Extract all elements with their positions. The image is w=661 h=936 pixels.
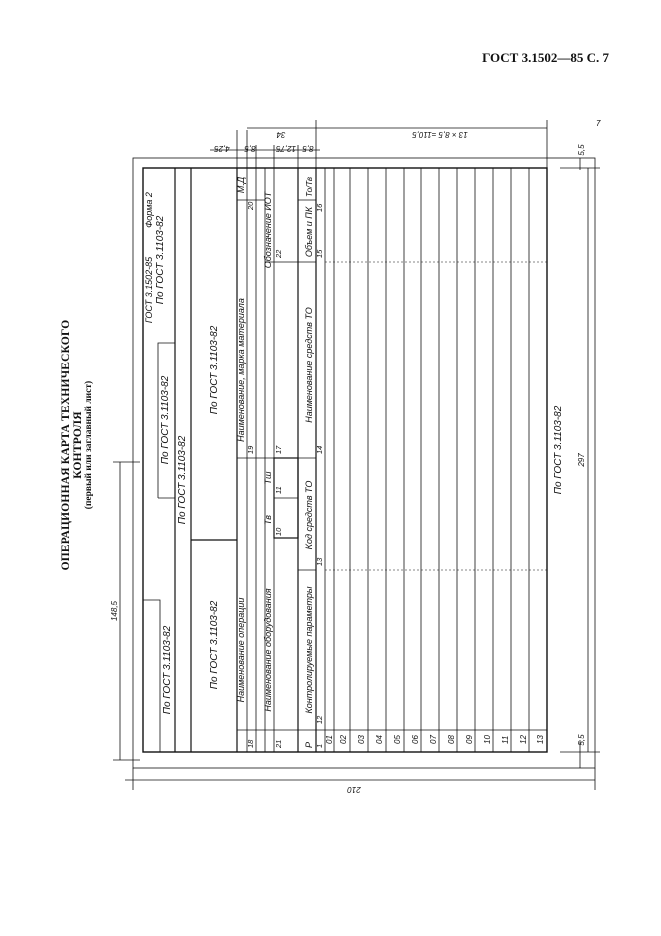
ref-gost-lower: По ГОСТ 3.1103-82: [209, 600, 220, 690]
tool-name-label: Наименование средств ТО: [304, 307, 314, 423]
material-name-label: Наименование, марка материала: [236, 298, 246, 442]
controlled-params-label: Контролируемые параметры: [304, 586, 314, 714]
row-number-09: 09: [465, 735, 474, 744]
sheet-outer-frame: [133, 158, 595, 768]
dim-5-5-bottom: 5,5: [577, 734, 586, 746]
field-13: 13: [315, 557, 324, 566]
field-12: 12: [315, 715, 324, 724]
dim-8-5-b: 8,5: [302, 144, 314, 153]
field-16: 16: [315, 203, 324, 212]
row-number-12: 12: [519, 735, 528, 744]
row-number-02: 02: [339, 735, 348, 744]
row-number-13: 13: [536, 735, 545, 744]
row-number-04: 04: [375, 735, 384, 744]
form-inner-frame: [143, 168, 547, 752]
field-18: 18: [246, 739, 255, 748]
dim-148-5: 148,5: [110, 600, 119, 622]
standard-ref-label: ГОСТ 3.1502-85: [144, 256, 154, 324]
dim-4-25: 4,25: [214, 144, 230, 153]
field-17: 17: [274, 445, 283, 454]
ref-gost-center: По ГОСТ 3.1103-82: [209, 325, 220, 415]
dim-210: 210: [347, 785, 361, 794]
row-number-06: 06: [411, 735, 420, 744]
row-prefix-label: Р: [304, 741, 314, 748]
field-14: 14: [315, 445, 324, 454]
dim-8-5-a: 8,5: [244, 144, 256, 153]
ref-gost-stair2: По ГОСТ 3.1103-82: [177, 435, 188, 525]
dim-13x8-5: 13 × 8,5 =110,5: [412, 130, 468, 139]
ref-gost-left: По ГОСТ 3.1103-82: [162, 625, 173, 715]
equipment-name-label: Наименование оборудования: [263, 588, 273, 712]
row-numbers: [325, 735, 545, 744]
row-number-01: 01: [325, 735, 334, 744]
dim-34: 34: [276, 130, 286, 139]
row-number-03: 03: [357, 735, 366, 744]
row-number-10: 10: [483, 735, 492, 744]
tv-label: Тв: [263, 515, 273, 525]
field-10: 10: [274, 527, 283, 536]
operation-name-label: Наименование операции: [236, 597, 246, 703]
page-header: ГОСТ 3.1502—85 С. 7: [482, 50, 609, 65]
corner-mark: 7: [596, 119, 601, 128]
volume-label: Объем и ПК: [304, 206, 314, 258]
ref-gost-stair1: По ГОСТ 3.1103-82: [160, 375, 171, 465]
dim-297: 297: [577, 453, 586, 467]
title-main: ОПЕРАЦИОННАЯ КАРТА ТЕХНИЧЕСКОГО КОНТРОЛЯ: [60, 319, 84, 571]
row-number-07: 07: [429, 735, 438, 744]
row-number-08: 08: [447, 735, 456, 744]
tool-code-label: Код средств ТО: [304, 480, 314, 550]
ref-gost-right: По ГОСТ 3.1103-82: [553, 405, 564, 495]
md-label: М.Д: [236, 176, 246, 194]
field-15: 15: [315, 249, 324, 258]
field-19: 19: [246, 445, 255, 454]
row-number-05: 05: [393, 735, 402, 744]
dim-5-5-top: 5,5: [577, 144, 586, 156]
field-22: 22: [274, 249, 283, 258]
field-20: 20: [246, 201, 255, 210]
field-11: 11: [274, 486, 283, 494]
dim-12-75: 12,75: [275, 144, 297, 153]
field-21: 21: [274, 739, 283, 748]
data-row-lines: [325, 168, 529, 752]
row-number-11: 11: [501, 735, 510, 744]
tsh-label: Тш: [263, 471, 273, 485]
ref-gost-top: По ГОСТ 3.1103-82: [155, 215, 166, 305]
field-1: 1: [315, 743, 324, 748]
t-field-label: То/Тв: [305, 176, 314, 198]
iot-label: Обозначение ИОТ: [263, 191, 273, 269]
title-sub: (первый или заглавный лист): [84, 380, 94, 510]
form-number-label: Форма 2: [144, 192, 154, 228]
